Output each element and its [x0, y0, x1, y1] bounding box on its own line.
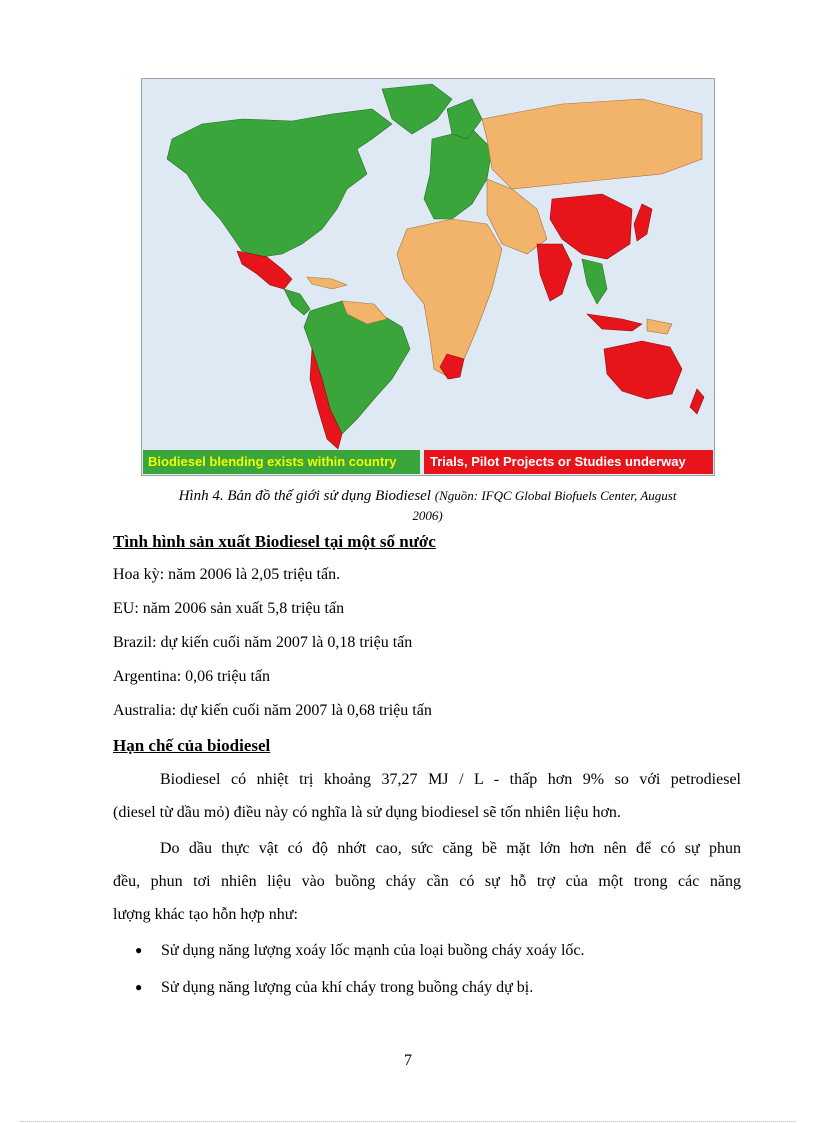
- bullet-icon: ●: [135, 980, 143, 994]
- section-heading-limitations: Hạn chế của biodiesel: [113, 736, 271, 755]
- bullet-icon: ●: [135, 943, 143, 957]
- bullet-text: Sử dụng năng lượng của khí cháy trong buồng cháy dự bị.: [161, 979, 534, 996]
- paragraph-line: Biodiesel có nhiệt trị khoảng 37,27 MJ / L - thấp hơn 9% so với petrodiesel: [160, 771, 741, 788]
- section-heading-production: Tình hình sản xuất Biodiesel tại một số nước: [113, 532, 436, 551]
- production-item-eu: EU: năm 2006 sản xuất 5,8 triệu tấn: [113, 600, 345, 617]
- caption-main: Hình 4. Bản đồ thế giới sử dụng Biodiesel: [178, 488, 431, 504]
- paragraph-line: đều, phun tơi nhiên liệu vào buồng cháy cần có sự hỗ trợ của một trong các năng: [113, 873, 741, 890]
- legend-red-label: Trials, Pilot Projects or Studies underway: [424, 450, 713, 474]
- figure-caption: [105, 486, 750, 526]
- paragraph-heating-value: [113, 763, 741, 829]
- world-biodiesel-map: [141, 78, 715, 476]
- paragraph-line: (diesel từ dầu mỏ) điều này có nghĩa là sử dụng biodiesel sẽ tốn nhiên liệu hơn.: [113, 804, 621, 821]
- caption-source-2: 2006): [412, 508, 443, 523]
- production-item-australia: Australia: dự kiến cuối năm 2007 là 0,68 triệu tấn: [113, 702, 432, 719]
- caption-source-1: (Nguồn: IFQC Global Biofuels Center, August: [434, 488, 677, 503]
- paragraph-line: lượng khác tạo hỗn hợp như:: [113, 906, 298, 923]
- production-item-usa: Hoa kỳ: năm 2006 là 2,05 triệu tấn.: [113, 566, 341, 583]
- bullet-item: [135, 942, 585, 960]
- page-bottom-divider: [20, 1121, 796, 1122]
- bullet-item: [135, 979, 533, 997]
- paragraph-line: Do dầu thực vật có độ nhớt cao, sức căng bề mặt lớn hơn nên để có sự phun: [160, 840, 741, 857]
- bullet-text: Sử dụng năng lượng xoáy lốc mạnh của loại buồng cháy xoáy lốc.: [161, 942, 585, 959]
- page-number: 7: [404, 1052, 412, 1069]
- world-map-graphic: [142, 79, 715, 476]
- legend-green-label: Biodiesel blending exists within country: [143, 450, 420, 474]
- production-item-brazil: Brazil: dự kiến cuối năm 2007 là 0,18 triệu tấn: [113, 634, 413, 651]
- production-item-argentina: Argentina: 0,06 triệu tấn: [113, 668, 270, 685]
- paragraph-viscosity: [113, 832, 741, 931]
